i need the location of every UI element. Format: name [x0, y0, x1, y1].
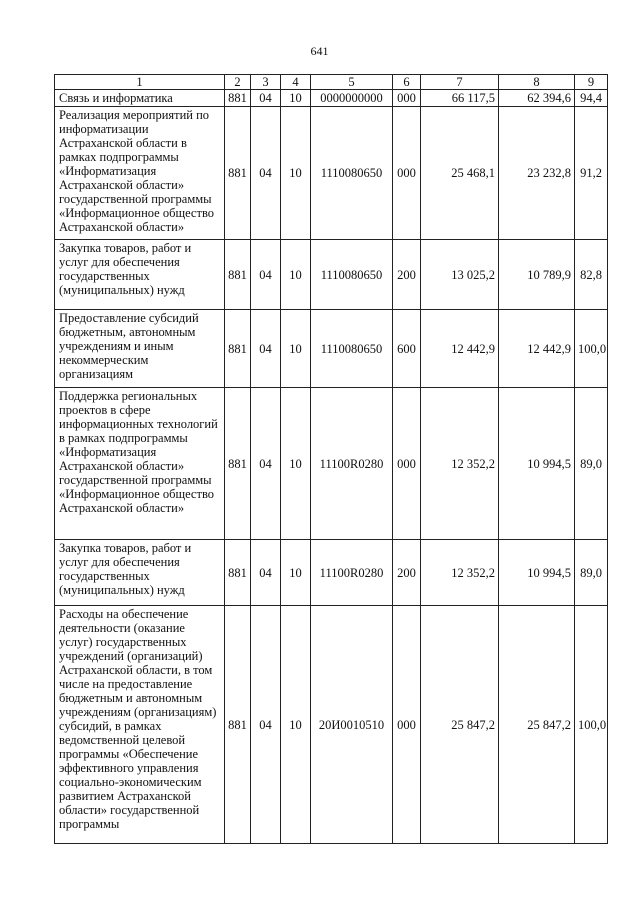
cell-subsection: 10 — [281, 606, 311, 844]
cell-subsection: 10 — [281, 240, 311, 310]
row-name: Закупка товаров, работ и услуг для обеспечения государственных (муниципальных) нужд — [55, 240, 225, 310]
cell-target-code: 20И0010510 — [311, 606, 393, 844]
header-cell: 5 — [311, 75, 393, 90]
header-cell: 7 — [421, 75, 499, 90]
cell-actual: 25 847,2 — [499, 606, 575, 844]
row-name: Закупка товаров, работ и услуг для обеспечения государственных (муниципальных) нужд — [55, 540, 225, 606]
table-row — [55, 388, 608, 540]
cell-plan: 12 352,2 — [421, 388, 499, 540]
table-row — [55, 606, 608, 844]
table-row — [55, 90, 608, 107]
cell-subsection: 10 — [281, 388, 311, 540]
cell-actual: 10 994,5 — [499, 388, 575, 540]
cell-target-code: 1110080650 — [311, 107, 393, 240]
cell-expense-type: 200 — [393, 540, 421, 606]
cell-target-code: 11100R0280 — [311, 388, 393, 540]
cell-admin-code: 881 — [225, 90, 251, 107]
cell-admin-code: 881 — [225, 606, 251, 844]
cell-admin-code: 881 — [225, 107, 251, 240]
row-name: Поддержка региональных проектов в сфере информационных технологий в рамках подпрограммы «Информатизация Астраханской области» государственной программы «Информационное общество Астраханской области» — [55, 388, 225, 540]
cell-section: 04 — [251, 606, 281, 844]
cell-percent: 100,0 — [575, 606, 608, 844]
table-row — [55, 240, 608, 310]
cell-expense-type: 000 — [393, 388, 421, 540]
cell-admin-code: 881 — [225, 240, 251, 310]
table-row — [55, 310, 608, 388]
header-cell: 8 — [499, 75, 575, 90]
cell-target-code: 11100R0280 — [311, 540, 393, 606]
cell-section: 04 — [251, 240, 281, 310]
cell-admin-code: 881 — [225, 540, 251, 606]
cell-plan: 12 442,9 — [421, 310, 499, 388]
cell-subsection: 10 — [281, 540, 311, 606]
budget-table — [54, 74, 608, 844]
header-row — [55, 75, 608, 90]
row-name: Расходы на обеспечение деятельности (оказание услуг) государственных учреждений (организаций) Астраханской области, в том числе на предоставление бюджетным и автономным учреждениям (организациям) субсидий, в рамках ведомственной целевой программы «Обеспечение эффективного управления социально-экономическим развитием Астраханской области» государственной программы — [55, 606, 225, 844]
cell-plan: 25 847,2 — [421, 606, 499, 844]
table-row — [55, 107, 608, 240]
cell-admin-code: 881 — [225, 388, 251, 540]
cell-section: 04 — [251, 540, 281, 606]
cell-plan: 66 117,5 — [421, 90, 499, 107]
cell-section: 04 — [251, 388, 281, 540]
cell-expense-type: 200 — [393, 240, 421, 310]
row-name: Связь и информатика — [55, 90, 225, 107]
cell-percent: 89,0 — [575, 540, 608, 606]
table-row — [55, 540, 608, 606]
header-cell: 4 — [281, 75, 311, 90]
cell-section: 04 — [251, 90, 281, 107]
header-cell: 2 — [225, 75, 251, 90]
cell-target-code: 0000000000 — [311, 90, 393, 107]
cell-subsection: 10 — [281, 90, 311, 107]
header-cell: 9 — [575, 75, 608, 90]
cell-subsection: 10 — [281, 310, 311, 388]
cell-admin-code: 881 — [225, 310, 251, 388]
cell-target-code: 1110080650 — [311, 310, 393, 388]
cell-actual: 62 394,6 — [499, 90, 575, 107]
row-name: Реализация мероприятий по информатизации Астраханской области в рамках подпрограммы «Информатизация Астраханской области» государственной программы «Информационное общество Астраханской области» — [55, 107, 225, 240]
cell-expense-type: 000 — [393, 90, 421, 107]
cell-section: 04 — [251, 310, 281, 388]
header-cell: 6 — [393, 75, 421, 90]
cell-section: 04 — [251, 107, 281, 240]
header-cell: 3 — [251, 75, 281, 90]
cell-percent: 91,2 — [575, 107, 608, 240]
page-number: 641 — [310, 44, 329, 58]
cell-target-code: 1110080650 — [311, 240, 393, 310]
cell-actual: 23 232,8 — [499, 107, 575, 240]
header-cell: 1 — [55, 75, 225, 90]
row-name: Предоставление субсидий бюджетным, автономным учреждениям и иным некоммерческим организациям — [55, 310, 225, 388]
cell-actual: 10 789,9 — [499, 240, 575, 310]
cell-percent: 100,0 — [575, 310, 608, 388]
cell-percent: 89,0 — [575, 388, 608, 540]
cell-plan: 13 025,2 — [421, 240, 499, 310]
cell-plan: 12 352,2 — [421, 540, 499, 606]
cell-percent: 94,4 — [575, 90, 608, 107]
cell-actual: 10 994,5 — [499, 540, 575, 606]
cell-expense-type: 000 — [393, 107, 421, 240]
cell-actual: 12 442,9 — [499, 310, 575, 388]
cell-expense-type: 600 — [393, 310, 421, 388]
cell-subsection: 10 — [281, 107, 311, 240]
cell-plan: 25 468,1 — [421, 107, 499, 240]
cell-percent: 82,8 — [575, 240, 608, 310]
cell-expense-type: 000 — [393, 606, 421, 844]
